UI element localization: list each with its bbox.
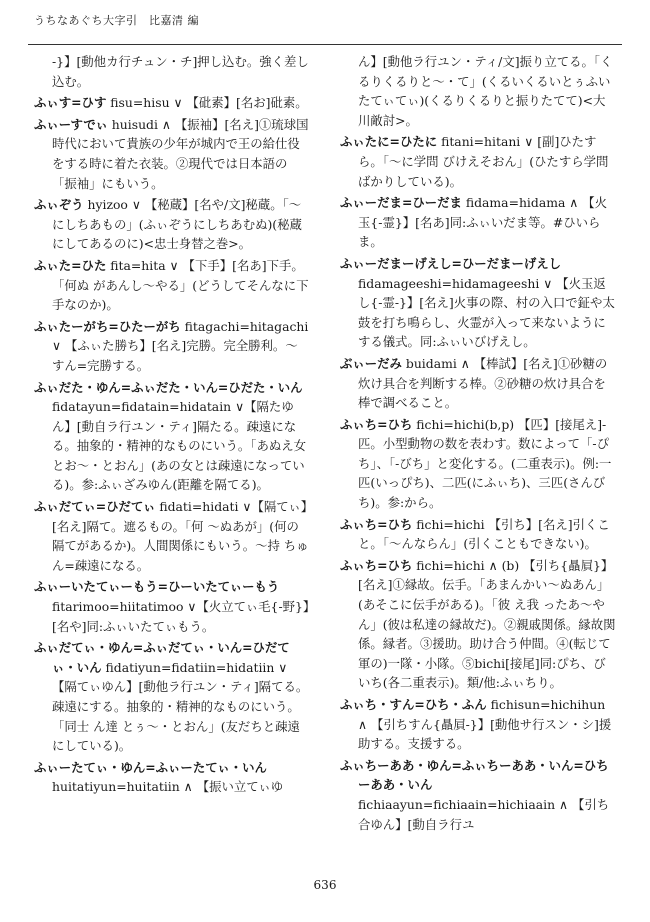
dictionary-entry <box>340 556 616 693</box>
headword: ふぃーだま=ひーだま <box>340 195 462 211</box>
page-number: 636 <box>313 878 337 892</box>
dictionary-entry <box>340 354 616 413</box>
headword: ふぃち・すん=ひち・ふん <box>340 697 487 712</box>
entry-body: fitani=hitani ∨ [副]ひたすら。「～に学問 びけえそおん」(ひたすら学問ばかりしている)。 <box>358 134 609 189</box>
headword: ふぃた=ひた <box>34 257 107 273</box>
headword: ふぃーだまーげえし=ひーだまーげえし <box>340 255 562 271</box>
entry-body: -}】[動他カ行チュン・チ]押し込む。強く差し込む。 <box>52 54 309 89</box>
dictionary-entry <box>34 115 310 193</box>
dictionary-entry <box>340 193 616 252</box>
entry-body: fichi=hichi(b,p) 【匹】[接尾え]-匹。小型動物の数を表わす。数によって「-ぴち」、「-びち」と変化する。(二重表示)。例:一匹(いっぴち)、二匹(にふぃち)、三匹(さんびち)。参:から。 <box>358 416 612 511</box>
headword: ふぃち=ひち <box>340 516 413 532</box>
dictionary-entry <box>34 52 310 91</box>
dictionary-entry <box>34 93 310 113</box>
headword: ふぃち=ひち <box>340 416 413 432</box>
dictionary-entry <box>340 515 616 554</box>
entry-body: fidama=hidama ∧ 【火玉{-霊}】[名あ]同:ふぃいだま等。#ひいらま。 <box>358 195 608 250</box>
entry-body: fita=hita ∨ 【下手】[名あ]下手。「何ぬ があんし～やる」(どうしてそんなに下手なのか)。 <box>52 257 309 313</box>
entry-body: fidati=hidati ∨【隔てぃ】[名え]隔て。遮るもの。「何 ～ぬあが」(何の隔てがあるか)。人間関係にもいう。～持 ちゅん=疎遠になる。 <box>52 499 309 573</box>
entry-body: huisudi ∧ 【振袖】[名え]①琉球国時代において貴族の少年が城内で王の給仕役をする時に着た衣装。②現代では日本語の「振袖」にもいう。 <box>52 116 309 191</box>
entry-body: ん】[動他ラ行ユン・ティ/文]振り立てる。「くるりくるりと～・て」(くるいくるいとぅふいたてぃてぃ)(くるりくるりと振りたてて)<大川敵討>。 <box>358 54 613 128</box>
entry-body: fichi=hichi 【引ち】[名え]引くこと。「～んならん」(引くこともできない)。 <box>358 516 610 552</box>
headword: ふぃだてぃ・ゆん=ふぃだてぃ・いん=ひだてぃ・いん <box>34 640 290 675</box>
headword: ふぃたに=ひたに <box>340 134 438 150</box>
entry-body: fidamageeshi=hidamageeshi ∨ 【火玉返し{-霊-}】[名え]火事の際、村の入口で鉦や太鼓を打ち鳴らし、火霊が入って来ないようにする儀式。同:ふぃいびげえし。 <box>358 275 615 350</box>
headword: ふぃぞう <box>34 197 84 213</box>
entry-body: fidatiyun=fidatiin=hidatiin ∨ 【隔てぃゆん】[動他ラ行ユン・ティ]隔てる。疎遠にする。抽象的・精神的なものにいう。「同士 ん達 とぅ～・とおん」(友だちと疎遠にしている)。 <box>52 659 309 754</box>
header-rule <box>28 44 622 45</box>
headword: ふぃす=ひす <box>34 95 107 111</box>
headword: ぶぃーだみ <box>340 355 402 371</box>
dictionary-entry <box>34 378 310 496</box>
entry-body: hyizoo ∨ 【秘蔵】[名や/文]秘蔵。「～にしちあもの」(ふぃぞうにしちあむぬ)(秘蔵にしてあるのに)<忠士身替之巻>。 <box>52 197 302 252</box>
dictionary-entry <box>340 254 616 352</box>
headword: ふぃーたてぃ・ゆん=ふぃーたてぃ・いん <box>34 759 267 775</box>
dictionary-entry <box>340 756 616 834</box>
dictionary-entry <box>34 195 310 254</box>
dictionary-entry <box>34 317 310 376</box>
right-column <box>340 52 616 836</box>
dictionary-entry <box>34 256 310 315</box>
entry-body: fichisun=hichihun ∧ 【引ちすん{贔屓-}】[動他サ行スン・シ]援助する。支援する。 <box>358 697 612 752</box>
headword: ふぃちーああ・ゆん=ふぃちーああ・いん=ひちーああ・いん <box>340 757 609 793</box>
dictionary-entry <box>340 52 616 130</box>
dictionary-entry <box>34 577 310 636</box>
headword: ふぃたーがち=ひたーがち <box>34 318 181 334</box>
entry-body: fitagachi=hitagachi ∨ 【ふぃた勝ち】[名え]完勝。完全勝利。～すん=完勝する。 <box>52 318 309 373</box>
entry-body: huitatiyun=huitatiin ∧ 【振い立てぃゆ <box>52 779 284 795</box>
entry-body: fitarimoo=hiitatimoo ∨【火立てぃ毛{-野}】[名や]同:ふぃいたてぃもう。 <box>52 599 310 634</box>
entry-body: fichiaayun=fichiaain=hichiaain ∧ 【引ち合ゆん】[動自ラ行ユ <box>358 796 610 832</box>
dictionary-entry <box>34 758 310 797</box>
entry-body: fisu=hisu ∨ 【砒素】[名お]砒素。 <box>106 95 308 111</box>
entry-body: fichi=hichi ∧ (b) 【引ち{贔屓}】[名え]①縁故。伝手。「あまんかい～ぬあん」(あそこに伝手がある)。「彼 え我 ったあ～やん」(彼は私達の縁故だ)。②親戚関係。縁故関係。縁者。③援助。助け合う仲間。④(転じて軍の)一隊・小隊。⑤bichi[接尾]同:ぴち、びいち(各二重表示)。類/他:ふぃちり。 <box>358 557 616 691</box>
dictionary-entry <box>34 638 310 756</box>
dictionary-entry <box>34 497 310 575</box>
dictionary-entry <box>340 695 616 754</box>
headword: ふぃち=ひち <box>340 557 413 573</box>
running-header: うちなあぐち大字引 比嘉清 編 <box>34 14 199 27</box>
headword: ふぃーいたてぃーもう=ひーいたてぃーもう <box>34 579 280 595</box>
entry-body: fidatayun=fidatain=hidatain ∨【隔たゆん】[動自ラ行ユン・ティ]隔たる。疎遠になる。抽象的・精神的なものにいう。「あぬえ女 とお～・とおん」(あの女とは疎遠になっている)。参:ふぃざみゆん(距離を隔てる)。 <box>52 399 307 493</box>
headword: ふぃだた・ゆん=ふぃだた・いん=ひだた・いん <box>34 379 303 395</box>
dictionary-entry <box>340 415 616 513</box>
dictionary-entry <box>340 132 616 191</box>
left-column <box>34 52 310 799</box>
headword: ふぃーすでぃ <box>34 116 108 132</box>
headword: ふぃだてぃ=ひだてぃ <box>34 499 156 515</box>
entry-body: buidami ∧ 【棒試】[名え]①砂糖の炊け具合を判断する棒。②砂糖の炊け具合を棒で調べること。 <box>358 355 608 411</box>
